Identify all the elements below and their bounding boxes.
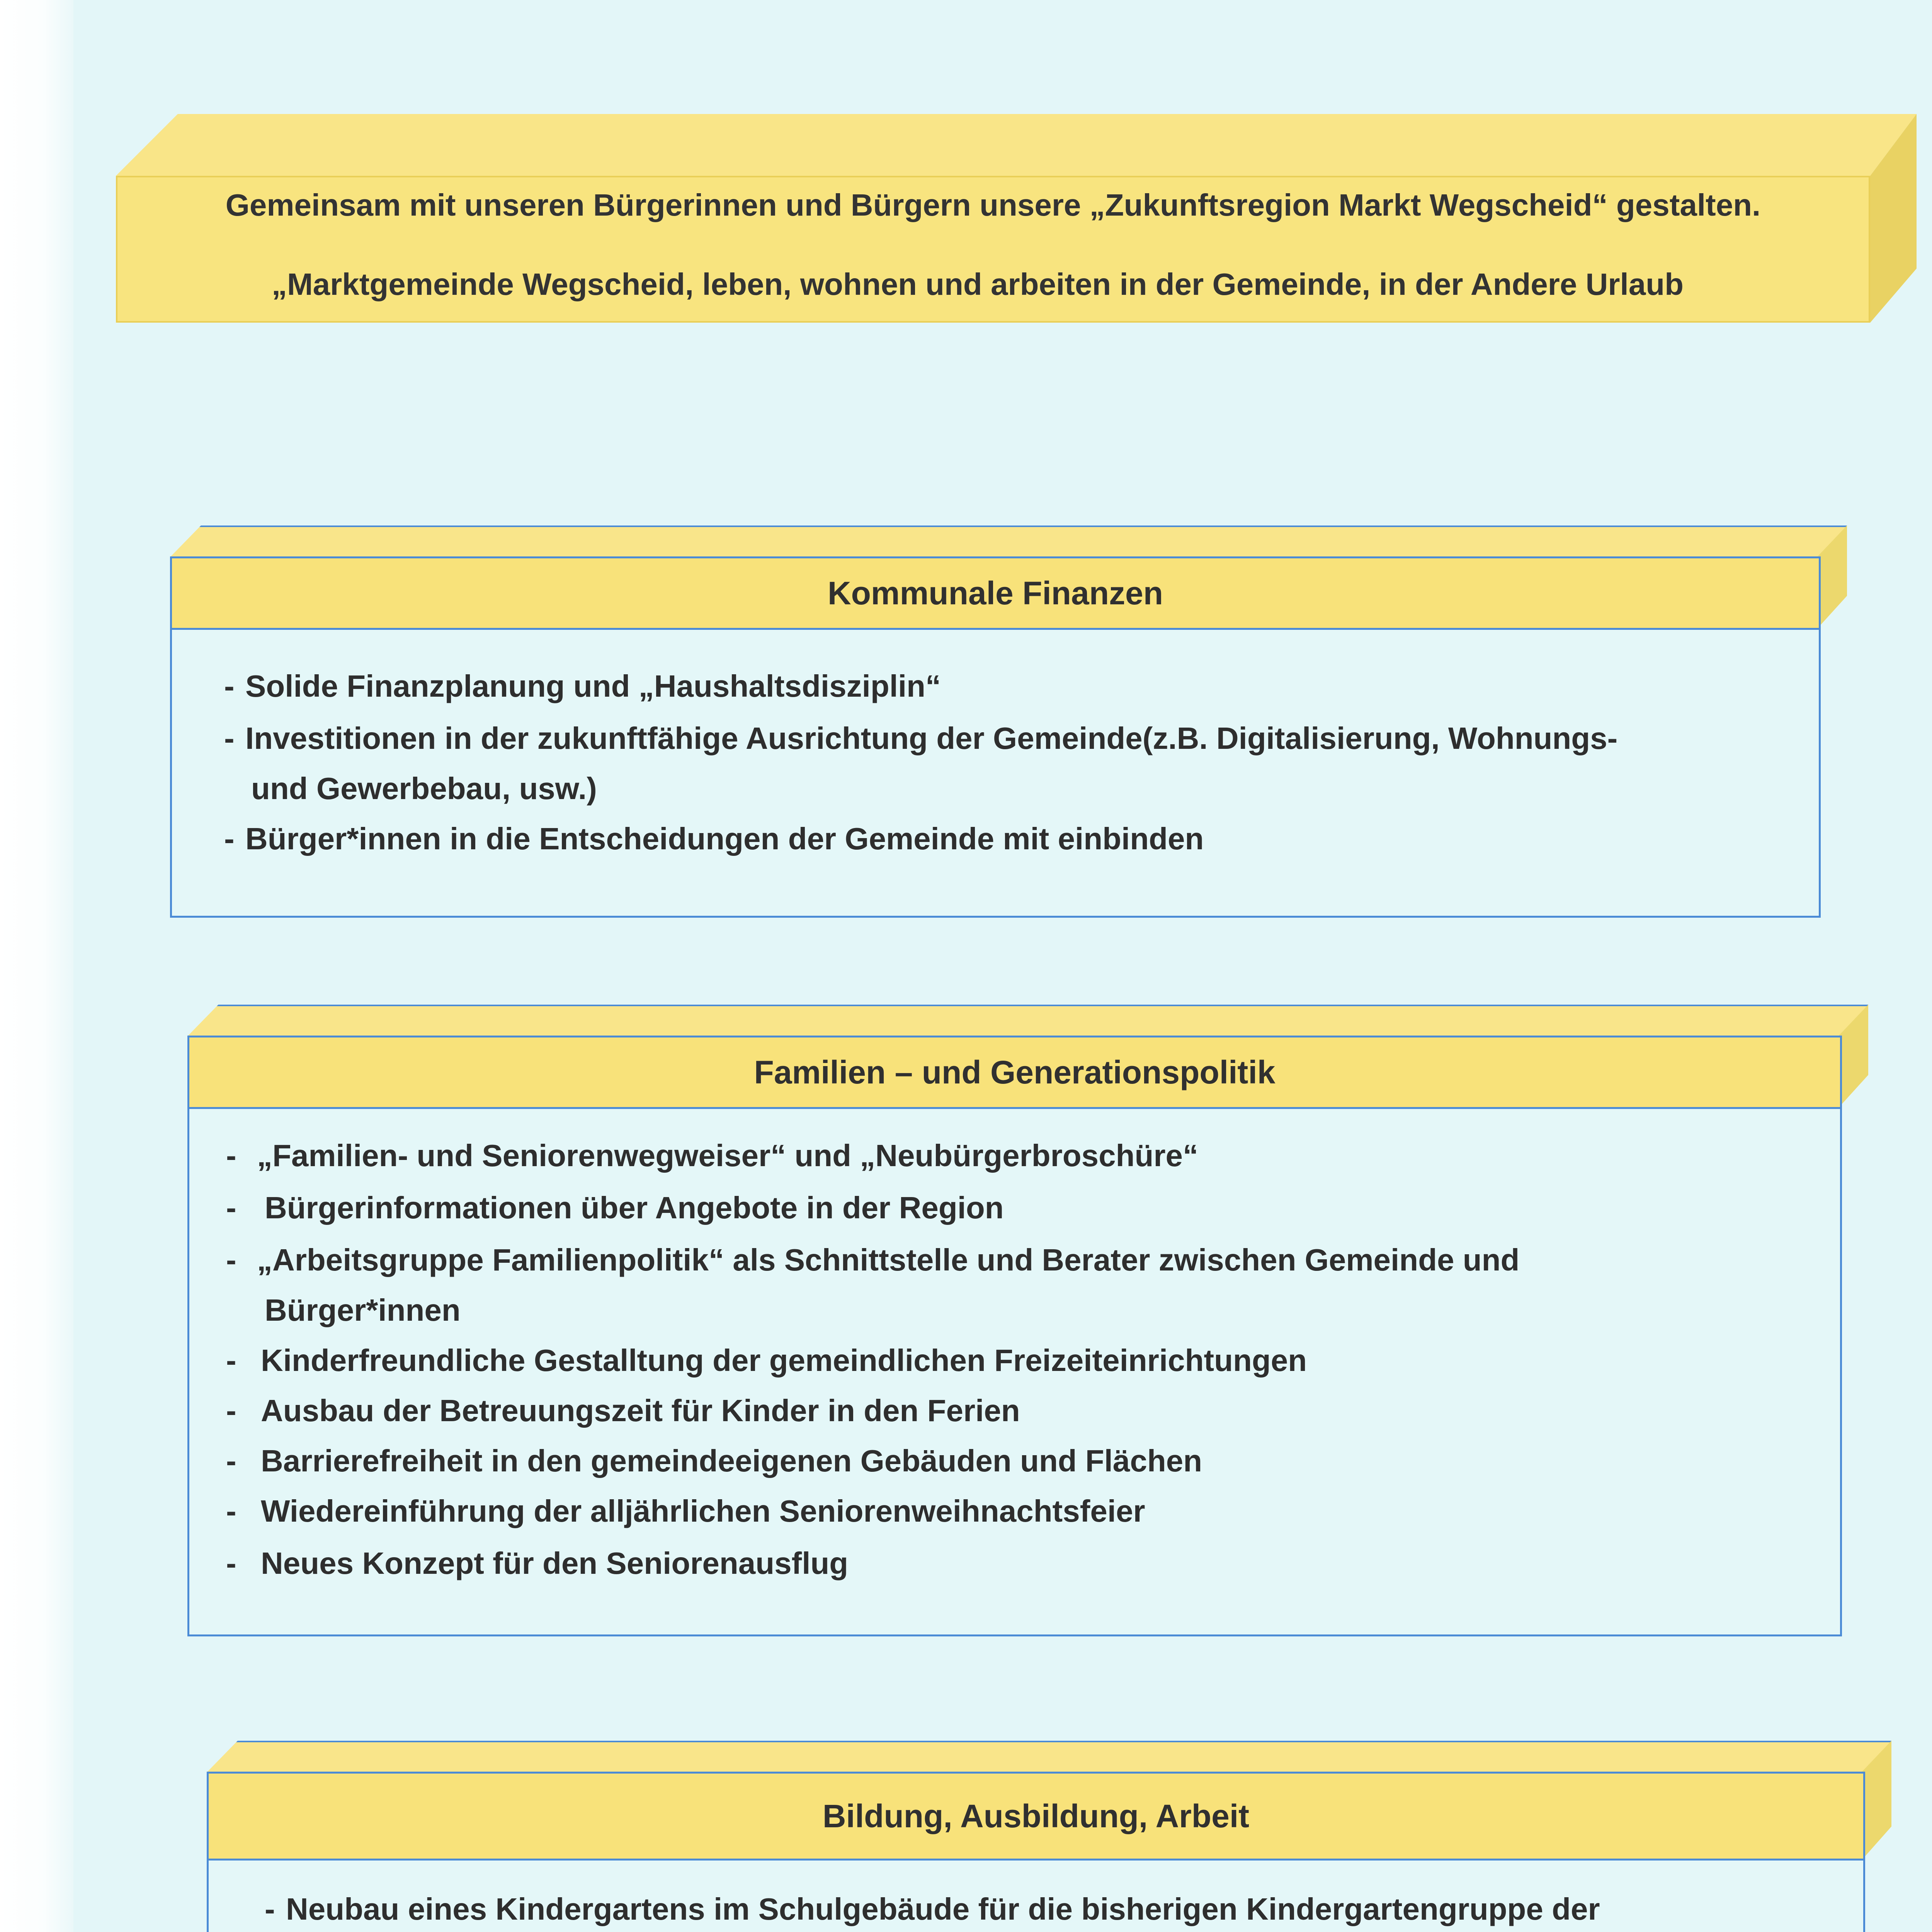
section-bildung-ausbildung-arbeit <box>207 1741 1907 1932</box>
section-title: Kommunale Finanzen <box>170 556 1821 630</box>
bullet-dash: - <box>226 1494 236 1528</box>
list-item-text: Barrierefreiheit in den gemeindeeigenen Gebäuden und Flächen <box>261 1444 1202 1478</box>
bullet-dash: - <box>226 1243 236 1277</box>
section-title: Bildung, Ausbildung, Arbeit <box>207 1772 1865 1861</box>
section-box-top <box>207 1741 1891 1772</box>
section-familien-generationspolitik <box>187 1005 1888 1646</box>
header-banner <box>116 114 1870 334</box>
bullet-dash: - <box>226 1343 236 1378</box>
bullet-dash: - <box>224 821 235 856</box>
bullet-dash: - <box>224 669 235 703</box>
list-item-text: Investitionen in der zukunftfähige Ausrichtung der Gemeinde(z.B. Digitalisierung, Wohnungs- <box>245 721 1618 755</box>
list-item-continuation: Bürger*innen <box>265 1293 461 1327</box>
bullet-dash: - <box>226 1190 236 1225</box>
scan-margin <box>0 0 73 1932</box>
list-item-text: „Arbeitsgruppe Familienpolitik“ als Schnittstelle und Berater zwischen Gemeinde und <box>257 1243 1520 1277</box>
section-body <box>207 1859 1865 1932</box>
list-item-text: Bürgerinformationen über Angebote in der Region <box>265 1190 1004 1225</box>
bullet-dash: - <box>226 1444 236 1478</box>
section-box-top <box>170 526 1847 557</box>
list-item-text: Solide Finanzplanung und „Haushaltsdisziplin“ <box>245 669 941 703</box>
bullet-dash: - <box>226 1393 236 1428</box>
section-body <box>170 628 1821 918</box>
list-item-text: Neubau eines Kindergartens im Schulgebäude für die bisherigen Kindergartengruppe der <box>286 1892 1600 1926</box>
list-item-text: „Familien- und Seniorenwegweiser“ und „Neubürgerbroschüre“ <box>257 1138 1198 1173</box>
list-item-text: Bürger*innen in die Entscheidungen der Gemeinde mit einbinden <box>245 821 1204 856</box>
banner-top-face <box>116 114 1917 176</box>
header-line-1: Gemeinsam mit unseren Bürgerinnen und Bürgern unsere „Zukunftsregion Markt Wegscheid“ gestalten. <box>225 188 1761 222</box>
section-title: Familien – und Generationspolitik <box>187 1036 1842 1109</box>
list-item-text: Neues Konzept für den Seniorenausflug <box>261 1546 849 1580</box>
list-item-text: Wiedereinführung der alljährlichen Seniorenweihnachtsfeier <box>261 1494 1145 1528</box>
list-item-text: Kinderfreundliche Gestalltung der gemeindlichen Freizeiteinrichtungen <box>261 1343 1307 1378</box>
section-box-top <box>187 1005 1868 1036</box>
header-line-2: „Marktgemeinde Wegscheid, leben, wohnen und arbeiten in der Gemeinde, in der Andere Urlaub <box>271 267 1684 301</box>
bullet-dash: - <box>265 1892 275 1926</box>
bullet-dash: - <box>226 1138 236 1173</box>
bullet-dash: - <box>224 721 235 755</box>
list-item-text: Ausbau der Betreuungszeit für Kinder in den Ferien <box>261 1393 1020 1428</box>
list-item-continuation: und Gewerbebau, usw.) <box>251 771 597 806</box>
bullet-dash: - <box>226 1546 236 1580</box>
section-body <box>187 1107 1842 1636</box>
section-kommunale-finanzen <box>170 526 1870 935</box>
